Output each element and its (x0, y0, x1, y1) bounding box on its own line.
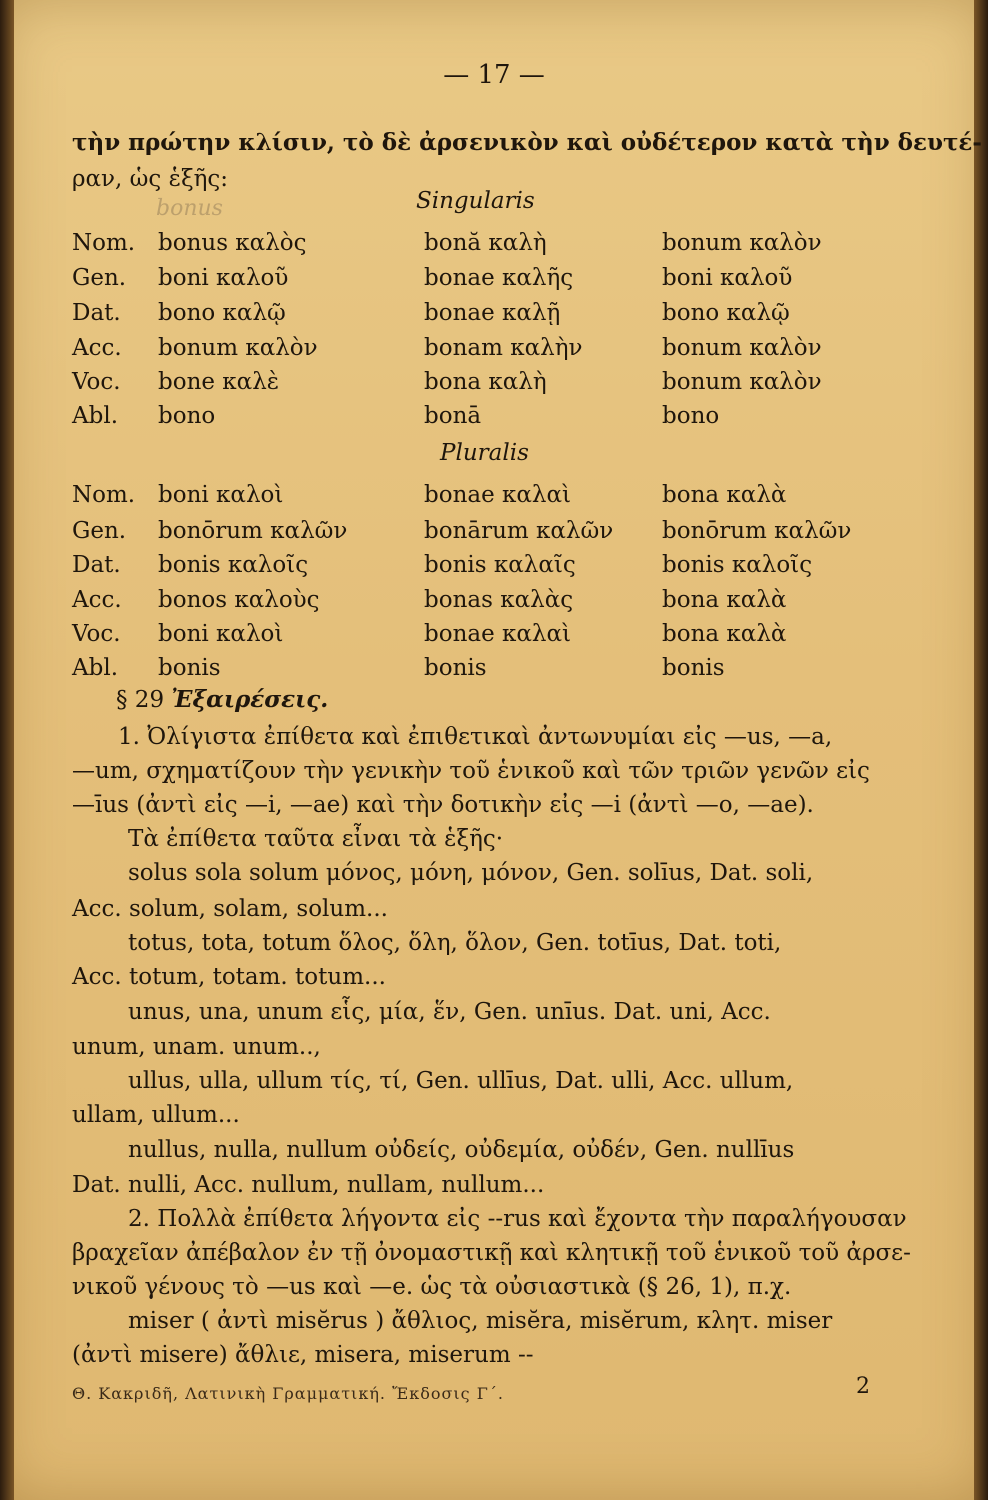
body-line: solus sola solum μόνος, μόνη, μόνον, Gen. solīus, Dat. soli, (128, 860, 814, 886)
feminine-form: bonis καλαῖς (424, 552, 576, 578)
intro-line-1: τὴν πρώτην κλίσιν, τὸ δὲ ἀρσενικὸν καὶ οὐδέτερον κατὰ τὴν δευτέ- (72, 129, 982, 156)
page-edge-right (974, 0, 988, 1500)
neuter-form: bonum καλὸν (662, 335, 822, 361)
case-label: Voc. (72, 621, 121, 647)
case-label: Nom. (72, 230, 136, 256)
neuter-form: bonis καλοῖς (662, 552, 813, 578)
masculine-form: bonus καλὸς (158, 230, 307, 256)
body-line: —um, σχηματίζουν τὴν γενικὴν τοῦ ἑνικοῦ καὶ τῶν τριῶν γενῶν εἰς (72, 758, 870, 784)
body-line: νικοῦ γένους τὸ —us καὶ —e. ὡς τὰ οὐσιαστικὰ (§ 26, 1), π.χ. (72, 1274, 792, 1300)
pencil-note: bonus (156, 196, 223, 221)
masculine-form: bonos καλοὺς (158, 587, 320, 613)
masculine-form: bono καλῷ (158, 300, 286, 326)
feminine-form: bonas καλὰς (424, 587, 574, 613)
section-title: Ἐξαιρέσεις. (171, 686, 329, 713)
masculine-form: bono (158, 403, 216, 429)
feminine-form: bonis (424, 655, 487, 681)
feminine-form: bonae καλαὶ (424, 621, 572, 647)
case-label: Abl. (72, 403, 118, 429)
feminine-form: bonae καλῇ (424, 300, 561, 326)
feminine-form: bonārum καλῶν (424, 518, 614, 544)
body-line: ullus, ulla, ullum τίς, τί, Gen. ullīus, Dat. ulli, Acc. ullum, (128, 1068, 794, 1094)
body-line: unus, una, unum εἷς, μία, ἕν, Gen. unīus. Dat. uni, Acc. (128, 999, 771, 1025)
case-label: Voc. (72, 369, 121, 395)
case-label: Dat. (72, 300, 121, 326)
neuter-form: bona καλὰ (662, 482, 787, 508)
feminine-form: bonă καλὴ (424, 230, 547, 256)
case-label: Nom. (72, 482, 136, 508)
masculine-form: boni καλοὶ (158, 482, 284, 508)
neuter-form: bono (662, 403, 720, 429)
masculine-form: bonōrum καλῶν (158, 518, 348, 544)
masculine-form: bone καλὲ (158, 369, 280, 395)
case-label: Dat. (72, 552, 121, 578)
case-label: Gen. (72, 265, 127, 291)
section-heading (116, 686, 328, 713)
masculine-form: bonis καλοῖς (158, 552, 309, 578)
body-line: Τὰ ἐπίθετα ταῦτα εἶναι τὰ ἑξῆς· (128, 826, 504, 852)
page-edge-left (0, 0, 14, 1500)
neuter-form: bona καλὰ (662, 587, 787, 613)
body-line: —īus (ἀντὶ εἰς —i, —ae) καὶ τὴν δοτικὴν εἰς —i (ἀντὶ —o, —ae). (72, 792, 814, 818)
intro-line-2: ραν, ὡς ἑξῆς: (72, 166, 229, 192)
page-number: — 17 — (443, 60, 545, 90)
neuter-form: bona καλὰ (662, 621, 787, 647)
body-line: (ἀντὶ misere) ἄθλιε, misera, miserum -- (72, 1342, 534, 1368)
neuter-form: bonum καλὸν (662, 369, 822, 395)
masculine-form: boni καλοὶ (158, 621, 284, 647)
singular-header: Singularis (416, 188, 535, 214)
body-line: Acc. totum, totam. totum... (72, 964, 386, 990)
masculine-form: boni καλοῦ (158, 265, 289, 291)
feminine-form: bonā (424, 403, 482, 429)
masculine-form: bonis (158, 655, 221, 681)
neuter-form: bono καλῷ (662, 300, 790, 326)
body-line: nullus, nulla, nullum οὐδείς, οὐδεμία, οὐδέν, Gen. nullīus (128, 1137, 795, 1163)
body-line: unum, unam. unum.., (72, 1034, 321, 1060)
case-label: Gen. (72, 518, 127, 544)
body-line: Dat. nulli, Acc. nullum, nullam, nullum... (72, 1172, 545, 1198)
neuter-form: bonōrum καλῶν (662, 518, 852, 544)
body-line: 1. Ὀλίγιστα ἐπίθετα καὶ ἐπιθετικαὶ ἀντωνυμίαι εἰς —us, —a, (118, 724, 833, 750)
body-line: 2. Πολλὰ ἐπίθετα λήγοντα εἰς --rus καὶ ἔχοντα τὴν παραλήγουσαν (128, 1206, 907, 1232)
feminine-form: bonae καλαὶ (424, 482, 572, 508)
body-line: βραχεῖαν ἀπέβαλον ἐν τῇ ὀνομαστικῇ καὶ κλητικῇ τοῦ ἑνικοῦ τοῦ ἀρσε- (72, 1240, 911, 1266)
feminine-form: bonam καλὴν (424, 335, 583, 361)
feminine-form: bona καλὴ (424, 369, 547, 395)
case-label: Abl. (72, 655, 118, 681)
plural-header: Pluralis (440, 440, 529, 466)
section-number: § 29 (116, 687, 165, 713)
neuter-form: bonis (662, 655, 725, 681)
body-line: miser ( ἀντὶ misĕrus ) ἄθλιος, misĕra, misĕrum, κλητ. miser (128, 1308, 833, 1334)
neuter-form: bonum καλὸν (662, 230, 822, 256)
body-line: ullam, ullum... (72, 1102, 240, 1128)
footer-signature: Θ. Κακριδῆ, Λατινικὴ Γραμματική. Ἔκδοσις Γ΄. (72, 1384, 504, 1403)
sheet-number: 2 (856, 1374, 870, 1399)
body-line: totus, tota, totum ὅλος, ὅλη, ὅλον, Gen. totīus, Dat. toti, (128, 930, 782, 956)
case-label: Acc. (72, 587, 122, 613)
body-line: Acc. solum, solam, solum... (72, 896, 388, 922)
feminine-form: bonae καλῆς (424, 265, 574, 291)
neuter-form: boni καλοῦ (662, 265, 793, 291)
masculine-form: bonum καλὸν (158, 335, 318, 361)
case-label: Acc. (72, 335, 122, 361)
